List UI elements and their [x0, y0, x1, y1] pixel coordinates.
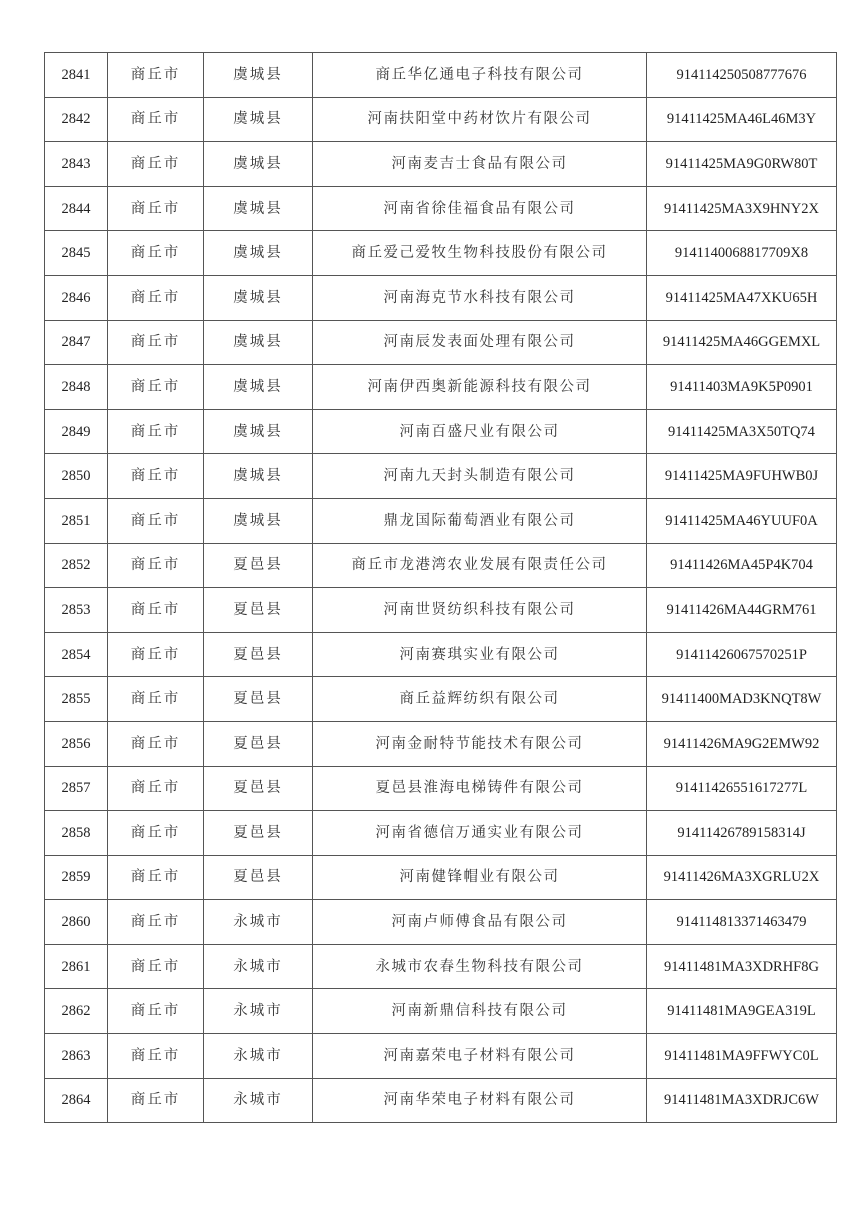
credit-code-cell: 91411403MA9K5P0901 [647, 365, 837, 410]
row-number: 2843 [45, 142, 108, 187]
company-name-cell: 河南扶阳堂中药材饮片有限公司 [313, 97, 647, 142]
credit-code-cell: 91411426MA9G2EMW92 [647, 721, 837, 766]
county-cell: 虞城县 [204, 365, 313, 410]
row-number: 2842 [45, 97, 108, 142]
row-number: 2862 [45, 989, 108, 1034]
county-cell: 虞城县 [204, 186, 313, 231]
city-cell: 商丘市 [108, 454, 204, 499]
company-name-cell: 永城市农春生物科技有限公司 [313, 944, 647, 989]
company-name-cell: 河南健锋帽业有限公司 [313, 855, 647, 900]
table-row [45, 275, 837, 320]
company-name-cell: 商丘华亿通电子科技有限公司 [313, 53, 647, 98]
table-row [45, 1034, 837, 1079]
table-row [45, 811, 837, 856]
company-name-cell: 河南省徐佳福食品有限公司 [313, 186, 647, 231]
credit-code-cell: 91411425MA3X50TQ74 [647, 409, 837, 454]
city-cell: 商丘市 [108, 53, 204, 98]
table-row [45, 1078, 837, 1123]
credit-code-cell: 914114250508777676 [647, 53, 837, 98]
company-name-cell: 河南百盛尺业有限公司 [313, 409, 647, 454]
table-row [45, 53, 837, 98]
credit-code-cell: 91411425MA46YUUF0A [647, 498, 837, 543]
company-name-cell: 河南华荣电子材料有限公司 [313, 1078, 647, 1123]
table-row [45, 142, 837, 187]
row-number: 2857 [45, 766, 108, 811]
row-number: 2849 [45, 409, 108, 454]
row-number: 2848 [45, 365, 108, 410]
county-cell: 夏邑县 [204, 543, 313, 588]
county-cell: 虞城县 [204, 231, 313, 276]
table-row [45, 409, 837, 454]
credit-code-cell: 91411425MA47XKU65H [647, 275, 837, 320]
county-cell: 虞城县 [204, 320, 313, 365]
city-cell: 商丘市 [108, 186, 204, 231]
county-cell: 夏邑县 [204, 677, 313, 722]
company-name-cell: 河南省德信万通实业有限公司 [313, 811, 647, 856]
row-number: 2861 [45, 944, 108, 989]
row-number: 2845 [45, 231, 108, 276]
county-cell: 永城市 [204, 1034, 313, 1079]
city-cell: 商丘市 [108, 900, 204, 945]
table-row [45, 766, 837, 811]
company-name-cell: 鼎龙国际葡萄酒业有限公司 [313, 498, 647, 543]
county-cell: 永城市 [204, 900, 313, 945]
county-cell: 永城市 [204, 1078, 313, 1123]
credit-code-cell: 91411425MA9FUHWB0J [647, 454, 837, 499]
city-cell: 商丘市 [108, 1078, 204, 1123]
table-row [45, 944, 837, 989]
county-cell: 永城市 [204, 989, 313, 1034]
row-number: 2853 [45, 588, 108, 633]
company-name-cell: 商丘爱己爱牧生物科技股份有限公司 [313, 231, 647, 276]
county-cell: 虞城县 [204, 142, 313, 187]
table-row [45, 900, 837, 945]
company-name-cell: 河南卢师傅食品有限公司 [313, 900, 647, 945]
row-number: 2863 [45, 1034, 108, 1079]
enterprise-table [44, 52, 837, 1123]
credit-code-cell: 91411426789158314J [647, 811, 837, 856]
credit-code-cell: 91411425MA9G0RW80T [647, 142, 837, 187]
company-name-cell: 河南赛琪实业有限公司 [313, 632, 647, 677]
table-row [45, 498, 837, 543]
credit-code-cell: 91411481MA3XDRHF8G [647, 944, 837, 989]
city-cell: 商丘市 [108, 365, 204, 410]
city-cell: 商丘市 [108, 409, 204, 454]
city-cell: 商丘市 [108, 498, 204, 543]
city-cell: 商丘市 [108, 543, 204, 588]
table-row [45, 677, 837, 722]
credit-code-cell: 9141140068817709X8 [647, 231, 837, 276]
county-cell: 夏邑县 [204, 588, 313, 633]
credit-code-cell: 914114813371463479 [647, 900, 837, 945]
enterprise-table-body [45, 53, 837, 1123]
county-cell: 夏邑县 [204, 811, 313, 856]
city-cell: 商丘市 [108, 142, 204, 187]
table-row [45, 989, 837, 1034]
credit-code-cell: 91411481MA9FFWYC0L [647, 1034, 837, 1079]
row-number: 2858 [45, 811, 108, 856]
county-cell: 虞城县 [204, 97, 313, 142]
company-name-cell: 河南金耐特节能技术有限公司 [313, 721, 647, 766]
city-cell: 商丘市 [108, 632, 204, 677]
company-name-cell: 夏邑县淮海电梯铸件有限公司 [313, 766, 647, 811]
credit-code-cell: 91411426067570251P [647, 632, 837, 677]
row-number: 2841 [45, 53, 108, 98]
credit-code-cell: 91411425MA46GGEMXL [647, 320, 837, 365]
table-row [45, 97, 837, 142]
county-cell: 虞城县 [204, 454, 313, 499]
city-cell: 商丘市 [108, 1034, 204, 1079]
city-cell: 商丘市 [108, 811, 204, 856]
row-number: 2846 [45, 275, 108, 320]
row-number: 2856 [45, 721, 108, 766]
company-name-cell: 河南九天封头制造有限公司 [313, 454, 647, 499]
table-row [45, 855, 837, 900]
row-number: 2851 [45, 498, 108, 543]
row-number: 2864 [45, 1078, 108, 1123]
credit-code-cell: 91411425MA46L46M3Y [647, 97, 837, 142]
table-row [45, 632, 837, 677]
company-name-cell: 商丘益辉纺织有限公司 [313, 677, 647, 722]
row-number: 2854 [45, 632, 108, 677]
company-name-cell: 商丘市龙港湾农业发展有限责任公司 [313, 543, 647, 588]
company-name-cell: 河南海克节水科技有限公司 [313, 275, 647, 320]
company-name-cell: 河南辰发表面处理有限公司 [313, 320, 647, 365]
county-cell: 虞城县 [204, 275, 313, 320]
credit-code-cell: 91411400MAD3KNQT8W [647, 677, 837, 722]
city-cell: 商丘市 [108, 231, 204, 276]
row-number: 2852 [45, 543, 108, 588]
county-cell: 虞城县 [204, 409, 313, 454]
row-number: 2847 [45, 320, 108, 365]
city-cell: 商丘市 [108, 588, 204, 633]
table-row [45, 186, 837, 231]
county-cell: 永城市 [204, 944, 313, 989]
city-cell: 商丘市 [108, 766, 204, 811]
row-number: 2859 [45, 855, 108, 900]
city-cell: 商丘市 [108, 944, 204, 989]
city-cell: 商丘市 [108, 320, 204, 365]
city-cell: 商丘市 [108, 275, 204, 320]
county-cell: 夏邑县 [204, 721, 313, 766]
table-row [45, 588, 837, 633]
credit-code-cell: 91411426MA45P4K704 [647, 543, 837, 588]
county-cell: 虞城县 [204, 53, 313, 98]
credit-code-cell: 91411481MA3XDRJC6W [647, 1078, 837, 1123]
row-number: 2844 [45, 186, 108, 231]
row-number: 2855 [45, 677, 108, 722]
table-row [45, 365, 837, 410]
county-cell: 夏邑县 [204, 855, 313, 900]
city-cell: 商丘市 [108, 97, 204, 142]
credit-code-cell: 91411426MA44GRM761 [647, 588, 837, 633]
table-row [45, 320, 837, 365]
row-number: 2850 [45, 454, 108, 499]
county-cell: 夏邑县 [204, 632, 313, 677]
credit-code-cell: 91411426MA3XGRLU2X [647, 855, 837, 900]
table-row [45, 543, 837, 588]
credit-code-cell: 91411425MA3X9HNY2X [647, 186, 837, 231]
table-row [45, 721, 837, 766]
company-name-cell: 河南新鼎信科技有限公司 [313, 989, 647, 1034]
table-row [45, 454, 837, 499]
company-name-cell: 河南嘉荣电子材料有限公司 [313, 1034, 647, 1079]
city-cell: 商丘市 [108, 677, 204, 722]
county-cell: 虞城县 [204, 498, 313, 543]
company-name-cell: 河南世贤纺织科技有限公司 [313, 588, 647, 633]
company-name-cell: 河南伊西奥新能源科技有限公司 [313, 365, 647, 410]
county-cell: 夏邑县 [204, 766, 313, 811]
city-cell: 商丘市 [108, 721, 204, 766]
city-cell: 商丘市 [108, 989, 204, 1034]
table-row [45, 231, 837, 276]
credit-code-cell: 91411481MA9GEA319L [647, 989, 837, 1034]
company-name-cell: 河南麦吉士食品有限公司 [313, 142, 647, 187]
city-cell: 商丘市 [108, 855, 204, 900]
credit-code-cell: 91411426551617277L [647, 766, 837, 811]
row-number: 2860 [45, 900, 108, 945]
